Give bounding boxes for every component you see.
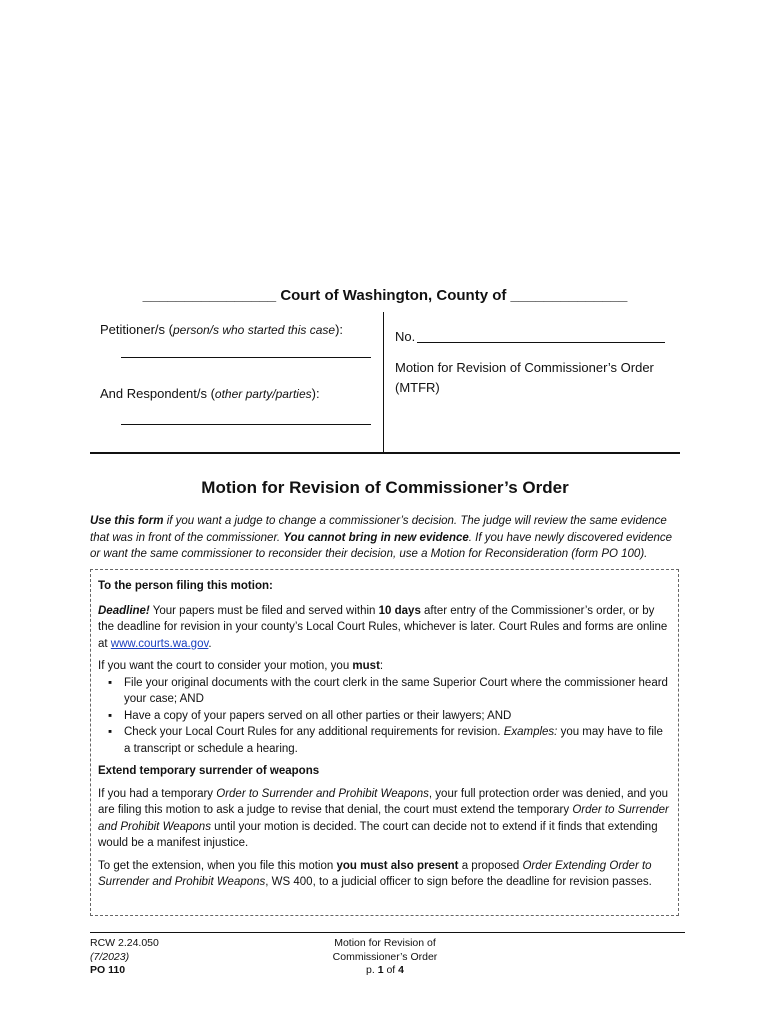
weapons-heading: Extend temporary surrender of weapons xyxy=(98,765,320,777)
respondent-name-field[interactable] xyxy=(121,424,371,425)
petitioner-hint: person/s who started this case xyxy=(172,323,336,337)
courts-website-link[interactable]: www.courts.wa.gov xyxy=(110,637,209,650)
requirements-list xyxy=(98,675,670,758)
weapons-paragraph-2: To get the extension, when you file this motion you must also present a proposed Order Extending Order to Surrender and Prohibit Weapons, WS 400, to a judicial officer to sign before the deadline for revision passes. xyxy=(98,859,652,888)
footer-form-info xyxy=(90,937,159,978)
rcw-citation: RCW 2.24.050 xyxy=(90,937,159,949)
petitioner-name-field[interactable] xyxy=(121,357,371,358)
court-blank-left[interactable]: ________________ xyxy=(142,287,277,304)
court-header xyxy=(0,287,770,304)
case-number-label: No. xyxy=(395,329,416,344)
list-item: ▪ Check your Local Court Rules for any additional requirements for revision. Examples: you may have to file a transcript or schedule a hearing. xyxy=(124,724,670,757)
list-item: ▪ Have a copy of your papers served on all other parties or their lawyers; AND xyxy=(124,708,670,725)
instructions-box xyxy=(90,569,679,916)
respondent-label: And Respondent/s (other party/parties): xyxy=(100,386,320,401)
motion-caption-title: Motion for Revision of Commissioner’s Order (MTFR) xyxy=(395,360,654,395)
must-intro: If you want the court to consider your motion, you must: xyxy=(98,660,384,672)
footer-title: Motion for Revision of Commissioner’s Order p. 1 of 4 xyxy=(285,937,485,978)
form-number: PO 110 xyxy=(90,964,126,976)
intro-paragraph: Use this form if you want a judge to change a commissioner’s decision. The judge will review the same evidence that was in front of the commissioner. You cannot bring in new evidence. If you have newly discovered evidence or want the same commissioner to reconsider their decision, use a Motion for Reconsideration (form PO 100). xyxy=(90,515,673,560)
form-date: (7/2023) xyxy=(90,950,130,963)
respondent-hint: other party/parties xyxy=(214,387,312,401)
case-caption xyxy=(90,312,680,454)
intro-no-new-evidence: You cannot bring in new evidence xyxy=(283,531,469,544)
document-title: Motion for Revision of Commissioner’s Order xyxy=(201,478,569,497)
footer-rule xyxy=(90,932,685,933)
court-name-text: Court of Washington, County of xyxy=(280,287,507,304)
box-heading: To the person filing this motion: xyxy=(98,580,273,592)
caption-divider xyxy=(383,312,384,452)
county-blank[interactable]: ______________ xyxy=(510,287,628,304)
page-number: p. 1 of 4 xyxy=(366,964,404,976)
weapons-paragraph-1: If you had a temporary Order to Surrender and Prohibit Weapons, your full protection order was denied, and you are filing this motion to ask a judge to revise that denial, the court must extend the temporary Order to Surrender and Prohibit Weapons until your motion is decided. The court can decide not to extend if it finds that extending would be a manifest injustice. xyxy=(98,787,669,849)
deadline-paragraph: Deadline! Your papers must be filed and served within 10 days after entry of the Commissioner’s order, or by the deadline for revision in your county’s Local Court Rules, whichever is later. Court Rules and forms are online at www.courts.wa.gov. xyxy=(98,604,668,650)
list-item: ▪ File your original documents with the court clerk in the same Superior Court where the commissioner heard your case; AND xyxy=(124,675,670,708)
petitioner-label: Petitioner/s (person/s who started this case): xyxy=(100,322,344,337)
intro-lead: Use this form xyxy=(90,515,164,527)
case-number-field[interactable] xyxy=(417,342,665,343)
